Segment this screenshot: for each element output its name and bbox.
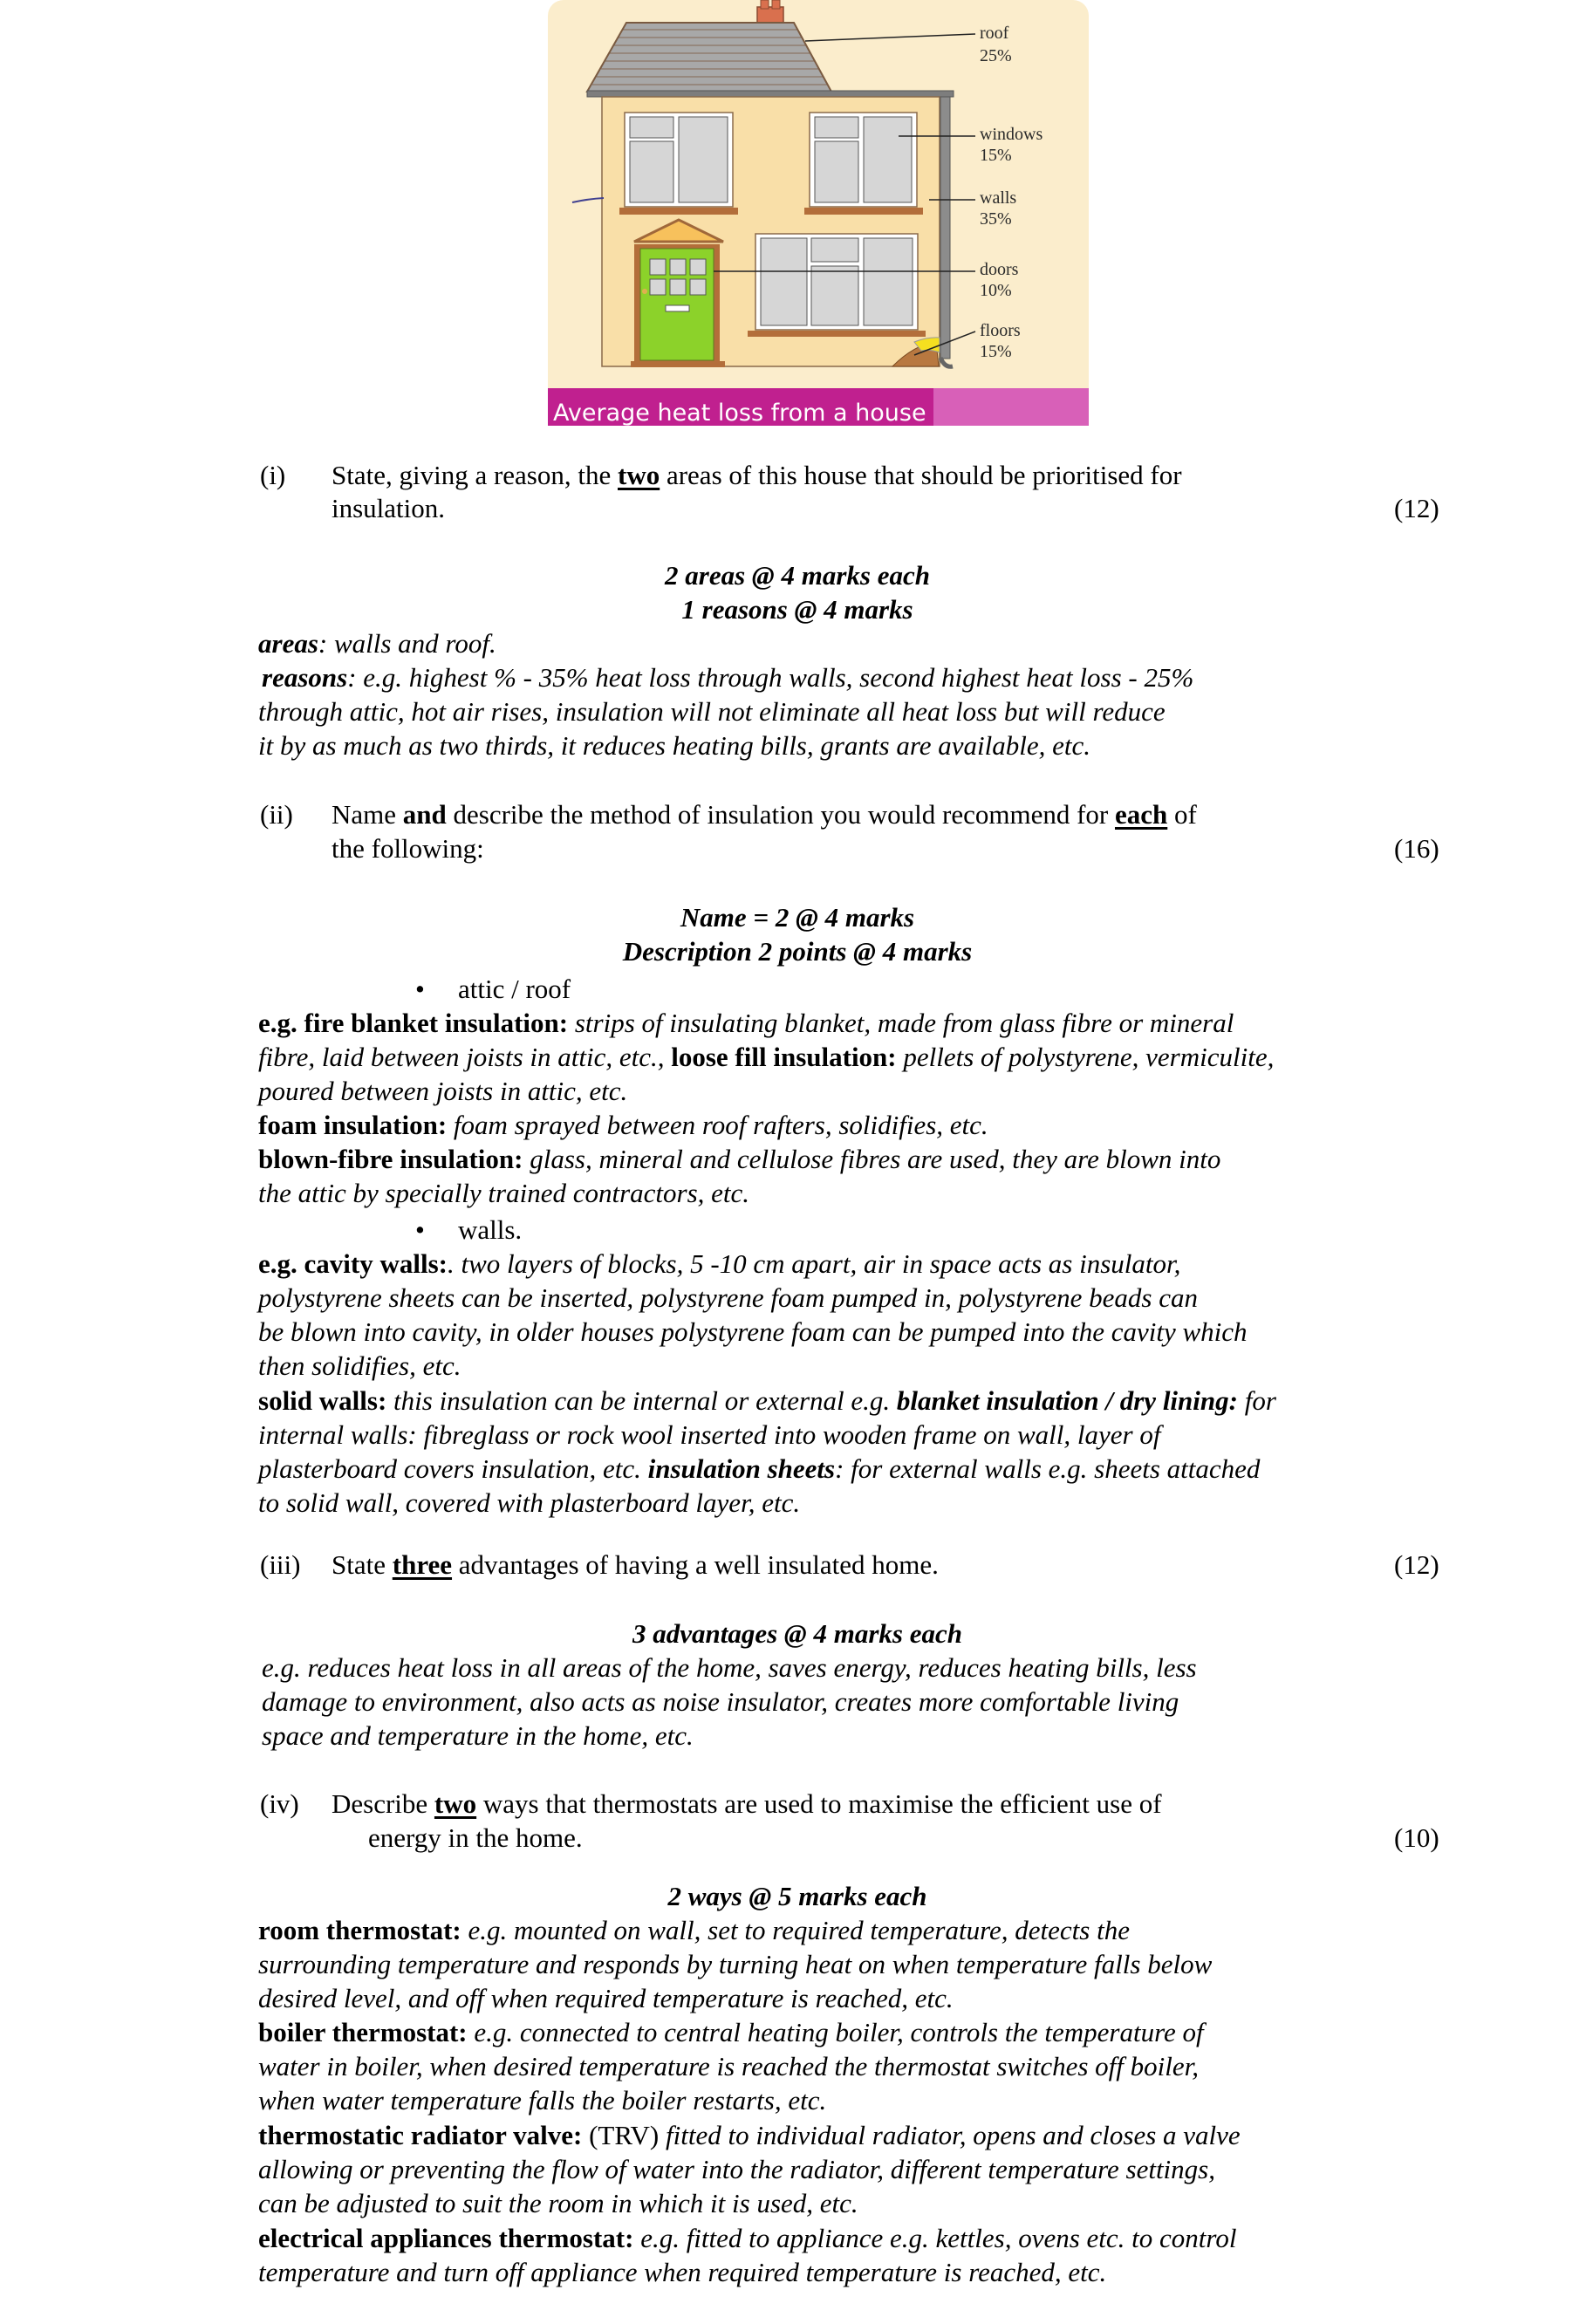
answer-loose-fill: fibre, laid between joists in attic, etc., loose fill insulation: pellets of polystyrene, vermiculite,: [258, 1042, 1275, 1072]
question-text: State three advantages of having a well insulated home.: [332, 1549, 939, 1580]
question-number: (iii): [260, 1549, 301, 1580]
label-doors: doors: [980, 260, 1019, 279]
answer-text: surrounding temperature and responds by turning heat on when temperature falls below: [258, 1949, 1213, 1979]
figure-caption: Average heat loss from a house: [553, 400, 926, 426]
answer-text: desired level, and off when required temperature is reached, etc.: [258, 1983, 954, 2013]
marking-scheme: 2 ways @ 5 marks each: [667, 1881, 927, 1911]
answer-cavity-walls: e.g. cavity walls:. two layers of blocks, 5 -10 cm apart, air in space acts as insulator,: [258, 1248, 1181, 1279]
label-windows: windows: [980, 125, 1043, 144]
label-floors-percent: 15%: [980, 342, 1012, 361]
answer-text: water in boiler, when desired temperature is reached the thermostat switches off boiler,: [258, 2051, 1199, 2081]
label-roof-percent: 25%: [980, 46, 1012, 65]
answer-text: to solid wall, covered with plasterboard layer, etc.: [258, 1487, 801, 1518]
label-walls-percent: 35%: [980, 209, 1012, 229]
answer-text: can be adjusted to suit the room in which it is used, etc.: [258, 2188, 858, 2218]
answer-text: temperature and turn off appliance when required temperature is reached, etc.: [258, 2257, 1107, 2287]
house-illustration: [548, 0, 1089, 426]
answer-trv: thermostatic radiator valve: (TRV) fitted to individual radiator, opens and closes a valve: [258, 2120, 1241, 2150]
answer-electrical-thermostat: electrical appliances thermostat: e.g. fitted to appliance e.g. kettles, ovens etc. to control: [258, 2223, 1237, 2253]
answer-areas: areas: walls and roof.: [258, 628, 496, 659]
door-icon: [631, 220, 725, 367]
answer-text: internal walls: fibreglass or rock wool inserted into wooden frame on wall, layer of: [258, 1419, 1161, 1450]
answer-reasons: reasons: e.g. highest % - 35% heat loss through walls, second highest heat loss - 25%: [262, 662, 1194, 693]
answer-text: the attic by specially trained contractors, etc.: [258, 1178, 750, 1208]
answer-text: space and temperature in the home, etc.: [262, 1720, 694, 1751]
bullet-item: attic / roof: [458, 974, 571, 1004]
bullet-icon: •: [415, 974, 425, 1004]
marking-scheme: 2 areas @ 4 marks each: [665, 560, 930, 591]
question-number: (iv): [260, 1788, 299, 1819]
answer-room-thermostat: room thermostat: e.g. mounted on wall, set to required temperature, detects the: [258, 1915, 1130, 1945]
marks-value: (12): [1394, 493, 1439, 523]
label-walls: walls: [980, 188, 1017, 208]
answer-text: then solidifies, etc.: [258, 1350, 461, 1381]
answer-blown-fibre: blown-fibre insulation: glass, mineral and cellulose fibres are used, they are blown into: [258, 1144, 1221, 1174]
question-text: the following:: [332, 833, 484, 864]
answer-text: poured between joists in attic, etc.: [258, 1076, 628, 1106]
window-icon: [619, 113, 738, 215]
answer-boiler-thermostat: boiler thermostat: e.g. connected to central heating boiler, controls the temperature of: [258, 2017, 1204, 2047]
question-text: Describe two ways that thermostats are used to maximise the efficient use of: [332, 1788, 1162, 1819]
heat-loss-figure: [548, 0, 1089, 426]
label-floors: floors: [980, 321, 1021, 340]
answer-foam: foam insulation: foam sprayed between roof rafters, solidifies, etc.: [258, 1110, 988, 1140]
marking-scheme: Description 2 points @ 4 marks: [622, 936, 973, 967]
question-text: energy in the home.: [368, 1822, 583, 1853]
marks-value: (16): [1394, 833, 1439, 864]
answer-text: be blown into cavity, in older houses polystyrene foam can be pumped into the cavity which: [258, 1316, 1248, 1347]
marks-value: (12): [1394, 1549, 1439, 1580]
answer-text: damage to environment, also acts as noise insulator, creates more comfortable living: [262, 1686, 1179, 1717]
question-number: (i): [260, 460, 286, 490]
answer-insulation-sheets: plasterboard covers insulation, etc. insulation sheets: for external walls e.g. sheets attached: [258, 1453, 1261, 1484]
window-icon: [748, 234, 926, 337]
answer-text: when water temperature falls the boiler restarts, etc.: [258, 2085, 827, 2116]
question-text: insulation.: [332, 493, 446, 523]
answer-fire-blanket: e.g. fire blanket insulation: strips of insulating blanket, made from glass fibre or mineral: [258, 1008, 1234, 1038]
answer-text: e.g. reduces heat loss in all areas of the home, saves energy, reduces heating bills, less: [262, 1652, 1197, 1683]
answer-text: polystyrene sheets can be inserted, polystyrene foam pumped in, polystyrene beads can: [258, 1282, 1198, 1313]
answer-text: it by as much as two thirds, it reduces heating bills, grants are available, etc.: [258, 730, 1091, 761]
marks-value: (10): [1394, 1822, 1439, 1853]
bullet-icon: •: [415, 1214, 425, 1245]
answer-text: through attic, hot air rises, insulation will not eliminate all heat loss but will reduce: [258, 696, 1166, 727]
question-text: Name and describe the method of insulation you would recommend for each of: [332, 799, 1197, 830]
marking-scheme: 3 advantages @ 4 marks each: [632, 1618, 962, 1649]
label-windows-percent: 15%: [980, 146, 1012, 165]
answer-text: allowing or preventing the flow of water into the radiator, different temperature settings,: [258, 2154, 1215, 2184]
answer-solid-walls: solid walls: this insulation can be internal or external e.g. blanket insulation / dry lining: for: [258, 1385, 1276, 1416]
label-roof: roof: [980, 24, 1009, 43]
window-icon: [804, 113, 923, 215]
label-doors-percent: 10%: [980, 281, 1012, 300]
question-text: State, giving a reason, the two areas of this house that should be prioritised for: [332, 460, 1182, 490]
marking-scheme: Name = 2 @ 4 marks: [680, 902, 915, 933]
marking-scheme: 1 reasons @ 4 marks: [681, 594, 913, 625]
bullet-item: walls.: [458, 1214, 523, 1245]
question-number: (ii): [260, 799, 293, 830]
